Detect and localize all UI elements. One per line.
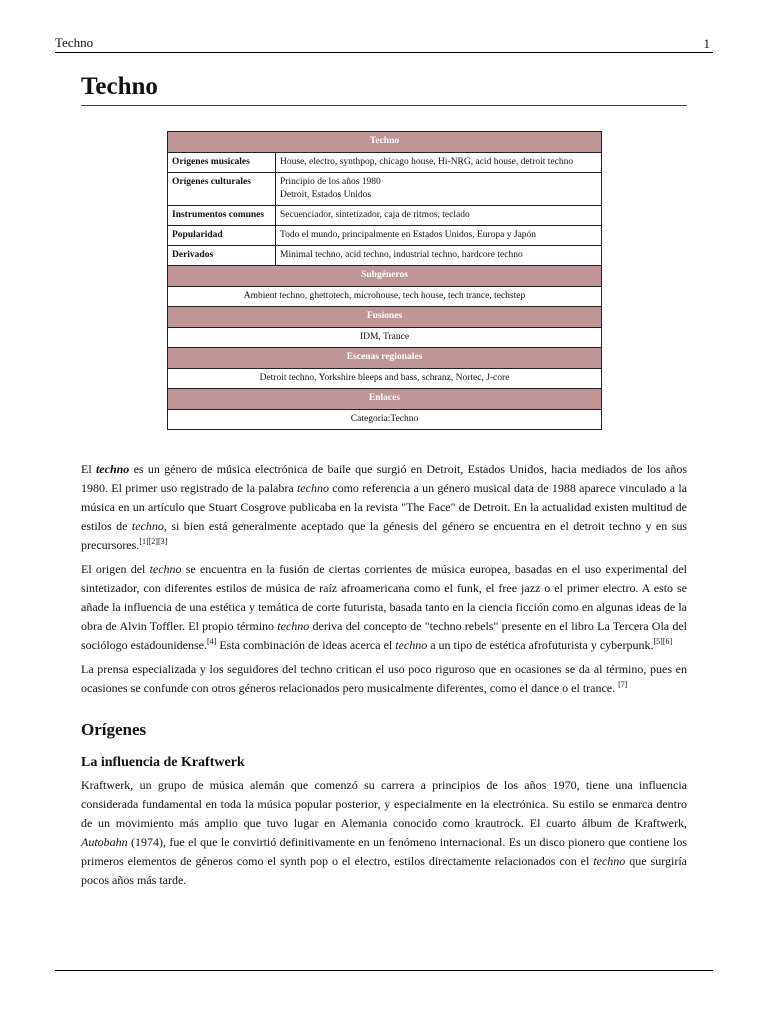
- infobox-section-content[interactable]: Categoría:Techno: [168, 410, 602, 430]
- infobox-value: House, electro, synthpop, chicago house, Hi-NRG, acid house, detroit techno: [276, 153, 602, 173]
- infobox-section-content[interactable]: Detroit techno, Yorkshire bleeps and bass, schranz, Nortec, J-core: [168, 369, 602, 389]
- intro-paragraph: El techno es un género de música electrónica de baile que surgió en Detroit, Estados Unidos, hacia mediados de los años 1980. El primer uso registrado de la palabra techno como referencia a un género musical data de 1988 aparece vinculado a la música en un artículo que Stuart Cosgrove publicaba en la revista "The Face" de Detroit. En la actualidad existen multitud de estilos de techno, si bien está generalmente aceptado que la génesis del género se encuentra en el detroit techno y en sus precursores.[1][2][3]: [81, 462, 687, 552]
- infobox-section-heading: Fusiones: [168, 307, 602, 328]
- infobox-row: [168, 173, 602, 206]
- infobox-value: [276, 173, 602, 206]
- subsection-heading: La influencia de Kraftwerk: [81, 755, 245, 770]
- infobox-section-heading: Escenas regionales: [168, 348, 602, 369]
- infobox-value: Secuenciador, sintetizador, caja de ritmos, teclado: [276, 206, 602, 226]
- infobox-label: Derivados: [168, 246, 276, 266]
- infobox-section-heading: Subgéneros: [168, 266, 602, 287]
- citation-link[interactable]: [5][6]: [653, 637, 673, 646]
- running-header: [55, 35, 713, 53]
- page-title: Techno: [81, 73, 687, 106]
- infobox-value: Todo el mundo, principalmente en Estados Unidos, Europa y Japón: [276, 226, 602, 246]
- intro-paragraph: El origen del techno se encuentra en la fusión de ciertas corrientes de música europea, basadas en el uso experimental del sintetizador, con diferentes estilos de música de raíz afroamericana como el funk, el free jazz o el primer electro. A esto se añade la influencia de una estética y temática de corte futurista, basada tanto en la ciencia ficción como en algunas ideas de la obra de Alvin Toffler. El propio término techno deriva del concepto de "techno rebels" presente en el libro La Tercera Ola del sociólogo estadounidense.[4] Esta combinación de ideas acerca el techno a un tipo de estética afrofuturista y cyberpunk.[5][6]: [81, 562, 688, 652]
- infobox: [167, 131, 602, 430]
- infobox-row: [168, 246, 602, 266]
- infobox-label: Orígenes culturales: [168, 173, 276, 206]
- infobox-label: Instrumentos comunes: [168, 206, 276, 226]
- infobox-row: [168, 153, 602, 173]
- intro-paragraph: La prensa especializada y los seguidores del techno critican el uso poco riguroso que en ocasiones se da al término, pues en ocasiones se confunde con otros géneros relacionados pero musicalmente diferentes, como el dance o el trance. [7]: [81, 662, 687, 695]
- infobox-row: [168, 206, 602, 226]
- footer-rule: [55, 970, 713, 971]
- infobox-value-line: Principio de los años 1980: [280, 177, 381, 187]
- article-body: [81, 460, 687, 895]
- citation-link[interactable]: [1][2][3]: [139, 537, 168, 546]
- infobox-title: Techno: [168, 132, 602, 153]
- infobox-section-content[interactable]: IDM, Trance: [168, 328, 602, 348]
- infobox-row: [168, 226, 602, 246]
- section-paragraph: Kraftwerk, un grupo de música alemán que comenzó su carrera a principios de los años 1970, tiene una influencia considerada fundamental en toda la música popular posterior, y especialmente en la electrónica. Su estilo se enmarca dentro de un movimiento más amplio que tuvo lugar en Alemania conocido como krautrock. El cuarto álbum de Kraftwerk, Autobahn (1974), fue el que le convirtió definitivamente en un fenómeno internacional. Es un disco pionero que contiene los primeros elementos de géneros como el synth pop o el electro, estilos directamente relacionados con el techno que surgiría pocos años más tarde.: [81, 778, 687, 887]
- infobox-value-line: Detroit, Estados Unidos: [280, 190, 372, 200]
- infobox-value: Minimal techno, acid techno, industrial techno, hardcore techno: [276, 246, 602, 266]
- section-heading: Orígenes: [81, 720, 147, 739]
- infobox-section-content[interactable]: Ambient techno, ghettotech, microhouse, tech house, tech trance, techstep: [168, 287, 602, 307]
- infobox-label: Popularidad: [168, 226, 276, 246]
- infobox-label: Orígenes musicales: [168, 153, 276, 173]
- running-title: Techno: [55, 35, 94, 50]
- citation-link[interactable]: [7]: [618, 680, 628, 689]
- citation-link[interactable]: [4]: [206, 637, 217, 646]
- page-number: 1: [703, 36, 710, 51]
- infobox-section-heading: Enlaces: [168, 389, 602, 410]
